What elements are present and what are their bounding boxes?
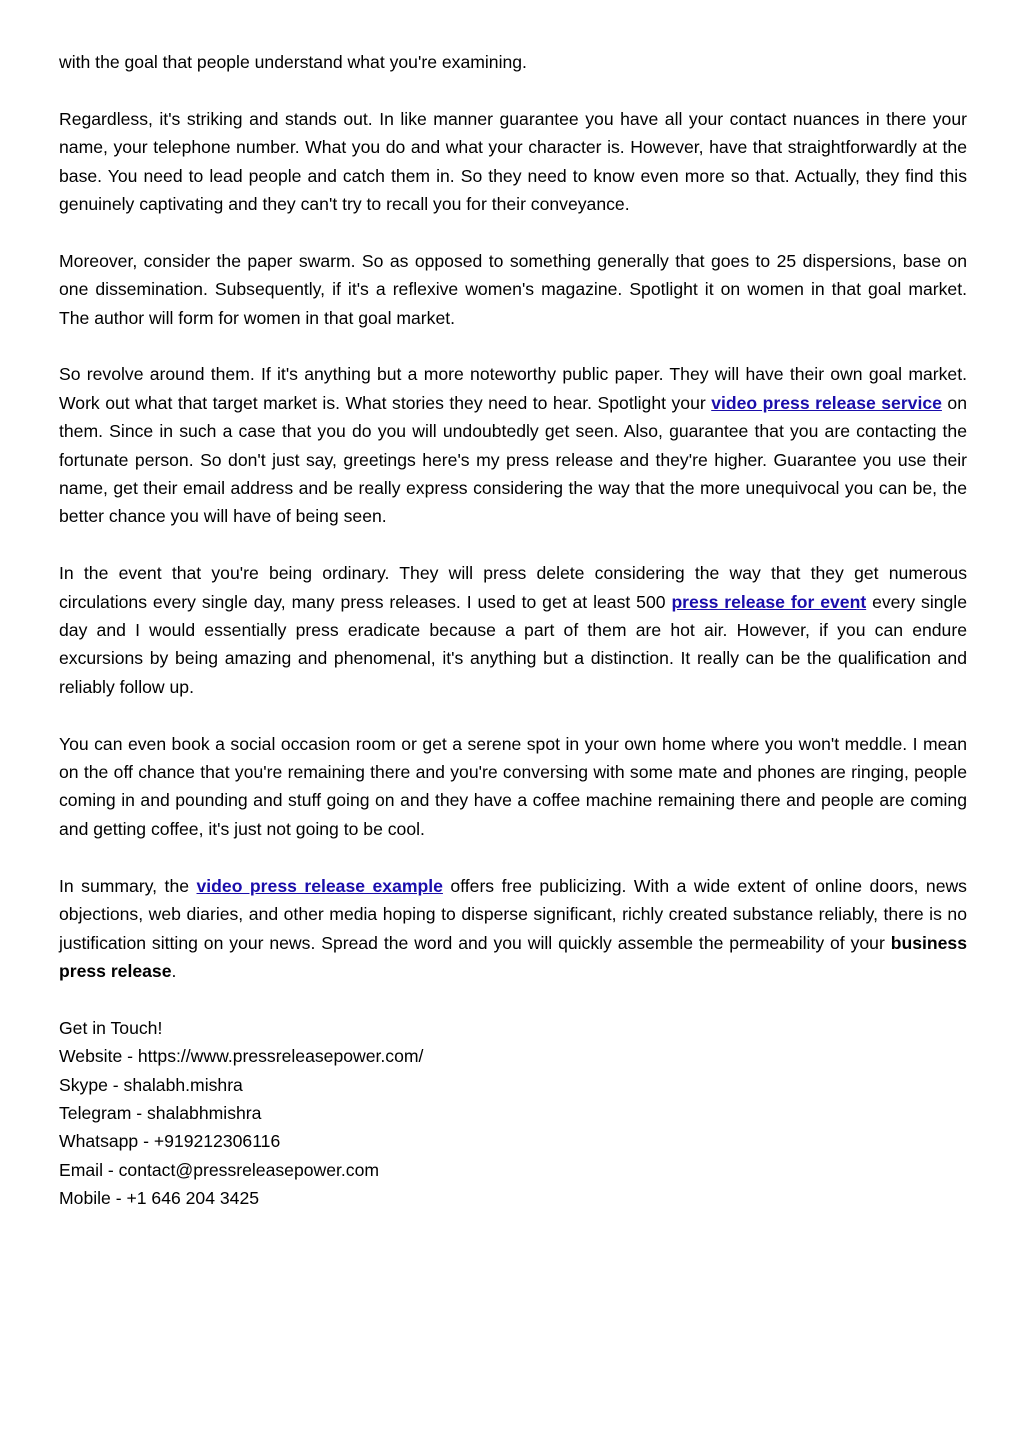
paragraph-7-text-after: . xyxy=(171,960,177,981)
paragraph-4-text-before: So revolve around them. If it's anything but a more noteworthy public paper. They will have their own goal market. Work out what that target market is. What stories they need to hear. Spotlight your xyxy=(59,364,967,413)
paragraph-7-text-before: In summary, the xyxy=(59,875,197,896)
paragraph-5 xyxy=(59,559,967,701)
paragraph-1: with the goal that people understand what you're examining. xyxy=(59,52,527,72)
contact-mobile: Mobile - +1 646 204 3425 xyxy=(59,1188,260,1209)
document-page xyxy=(59,48,967,1213)
paragraph-2: Regardless, it's striking and stands out. In like manner guarantee you have all your contact nuances in there your name, your telephone number. What you do and what your character is. However, have that straightforwardly at the base. You need to lead people and catch them in. So they need to know even more so that. Actually, they find this genuinely captivating and they can't try to recall you for their conveyance. xyxy=(59,108,967,215)
video-press-release-service-link[interactable]: video press release service xyxy=(711,392,942,413)
video-press-release-example-link[interactable]: video press release example xyxy=(196,875,443,896)
contact-block xyxy=(59,1014,967,1213)
contact-whatsapp: Whatsapp - +919212306116 xyxy=(59,1131,281,1152)
paragraph-5-text-after: every single day and I would essentially press eradicate because a part of them are hot air. However, if you can endure excursions by being amazing and phenomenal, it's anything but a distinction. It really can be the qualification and reliably follow up. xyxy=(59,591,967,697)
press-release-for-event-link[interactable]: press release for event xyxy=(671,591,867,612)
paragraph-7-text-middle: offers free publicizing. With a wide extent of online doors, news objections, web diaries, and other media hoping to disperse significant, richly created substance reliably, there is no justification sitting on your news. Spread the word and you will quickly assemble the permeability of your xyxy=(59,875,967,953)
paragraph-4-text-after: on them. Since in such a case that you do you will undoubtedly get seen. Also, guarantee that you are contacting the fortunate person. So don't just say, greetings here's my press release and they're higher. Guarantee you use their name, get their email address and be really express considering the way that the more unequivocal you can be, the better chance you will have of being seen. xyxy=(59,392,967,527)
paragraph-6: You can even book a social occasion room or get a serene spot in your own home where you won't meddle. I mean on the off chance that you're remaining there and you're conversing with some mate and phones are ringing, people coming in and pounding and stuff going on and they have a coffee machine remaining there and people are coming and getting coffee, it's just not going to be cool. xyxy=(59,733,967,839)
contact-telegram: Telegram - shalabhmishra xyxy=(59,1102,262,1123)
contact-skype: Skype - shalabh.mishra xyxy=(59,1074,243,1095)
business-press-release-bold: business press release xyxy=(59,932,967,981)
contact-heading: Get in Touch! xyxy=(59,1017,163,1038)
paragraph-7 xyxy=(59,872,967,986)
paragraph-3: Moreover, consider the paper swarm. So as opposed to something generally that goes to 25 dispersions, base on one dissemination. Subsequently, if it's a reflexive women's magazine. Spotlight it on women in that goal market. The author will form for women in that goal market. xyxy=(59,250,967,328)
paragraph-5-text-before: In the event that you're being ordinary. They will press delete considering the way that they get numerous circulations every single day, many press releases. I used to get at least 500 xyxy=(59,563,967,612)
contact-email: Email - contact@pressreleasepower.com xyxy=(59,1159,380,1180)
paragraph-4 xyxy=(59,360,967,530)
contact-website: Website - https://www.pressreleasepower.com/ xyxy=(59,1046,424,1067)
